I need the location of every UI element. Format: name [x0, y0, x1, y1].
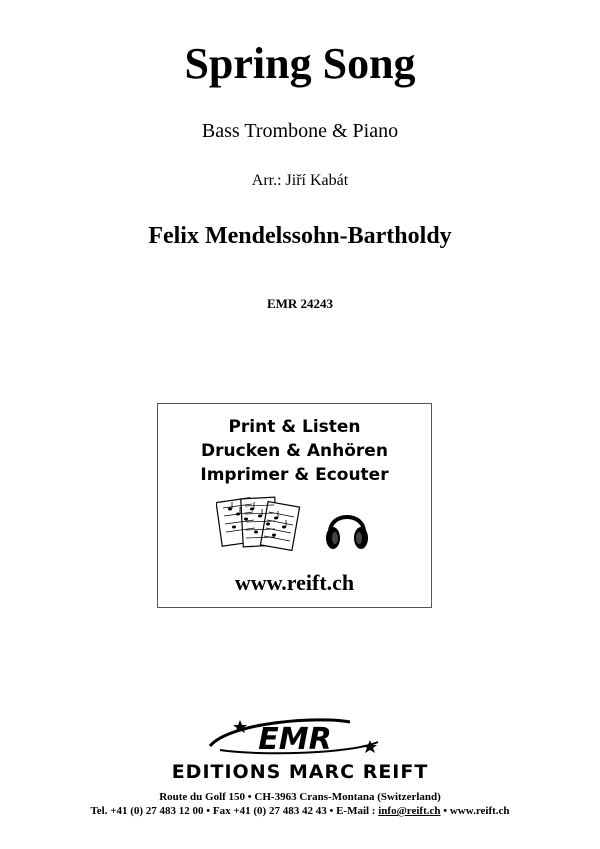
contact-website: • www.reift.ch — [440, 805, 510, 817]
publisher-address: Route du Golf 150 • CH-3963 Crans-Montana (Switzerland) — [159, 791, 441, 803]
emr-logo — [200, 716, 390, 758]
contact-phone-fax: Tel. +41 (0) 27 483 12 00 • Fax +41 (0) 27 483 42 43 • E-Mail : — [90, 805, 379, 817]
headphones-icon — [324, 500, 370, 556]
promo-line-english: Print & Listen — [228, 417, 361, 437]
emr-logo-lettering: EMR — [258, 722, 332, 757]
promo-line-french: Imprimer & Ecouter — [200, 465, 389, 485]
publisher-name: EDITIONS MARC REIFT — [171, 761, 429, 783]
email-link[interactable]: info@reift.ch — [378, 805, 441, 817]
publisher-contact — [0, 804, 600, 818]
composer-name: Felix Mendelssohn-Bartholdy — [148, 223, 452, 249]
promo-line-german: Drucken & Anhören — [201, 441, 388, 461]
piece-title: Spring Song — [184, 39, 416, 88]
print-listen-box — [157, 403, 432, 608]
catalog-number: EMR 24243 — [266, 296, 334, 311]
promo-website-link[interactable]: www.reift.ch — [234, 570, 355, 595]
sheet-music-icon — [216, 494, 302, 558]
instrumentation: Bass Trombone & Piano — [201, 120, 399, 142]
arranger-credit: Arr.: Jiří Kabát — [251, 172, 349, 189]
